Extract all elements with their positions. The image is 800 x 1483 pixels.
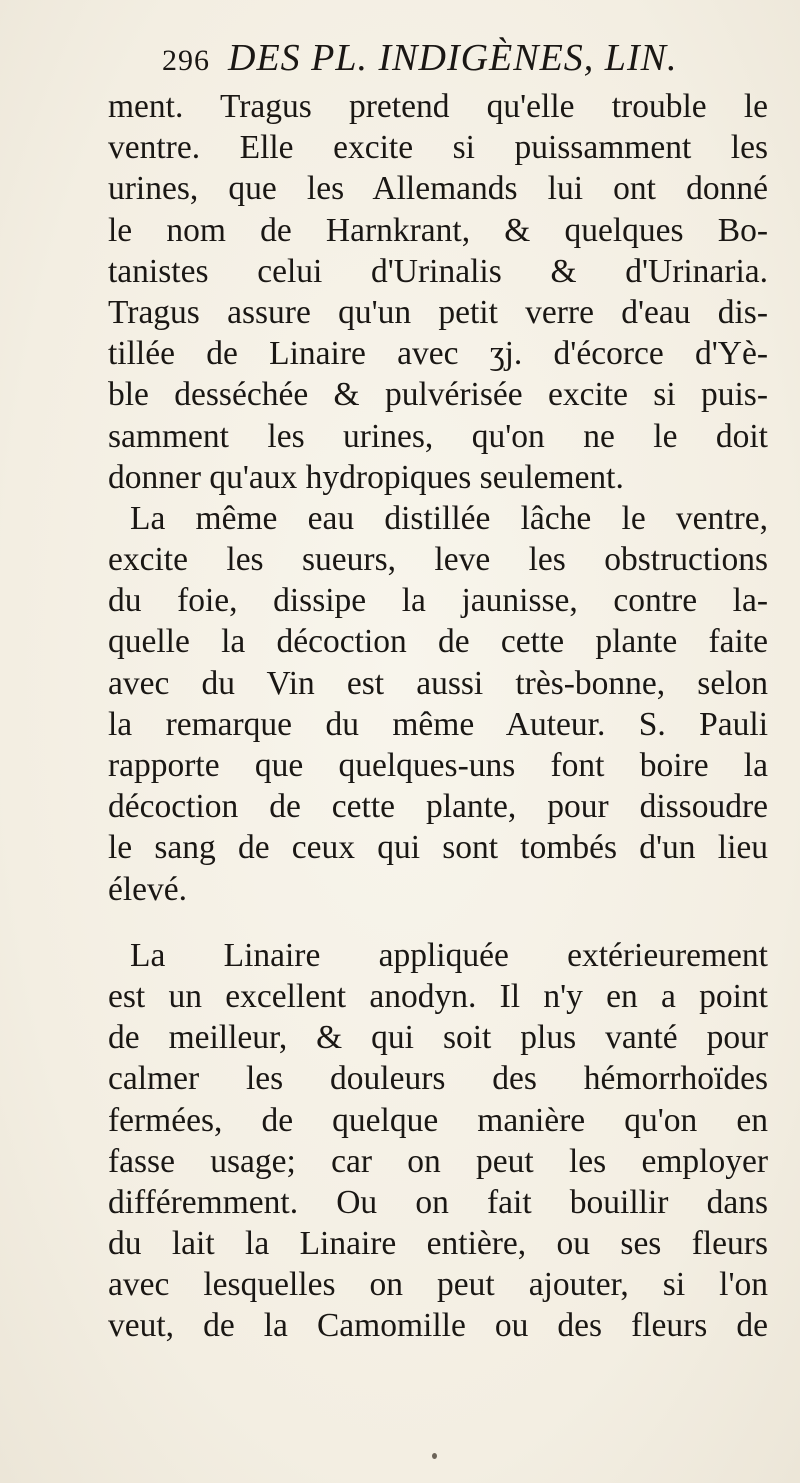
text-line: ventre. Elle excite si puissamment les <box>108 129 768 167</box>
text-line: fasse usage; car on peut les employer <box>108 1142 768 1180</box>
text-line: ment. Tragus pretend qu'elle trouble le <box>108 88 768 125</box>
text-line: veut, de la Camomille ou des fleurs de <box>108 1307 768 1345</box>
text-line: le nom de Harnkrant, & quelques Bo- <box>108 211 768 249</box>
text-line: le sang de ceux qui sont tombés d'un lieu <box>108 829 768 867</box>
text-line: excite les sueurs, leve les obstructions <box>108 541 768 579</box>
text-line: donner qu'aux hydropiques seulement. <box>108 458 624 496</box>
text-line: urines, que les Allemands lui ont donné <box>108 170 768 208</box>
text-line: tanistes celui d'Urinalis & d'Urinaria. <box>108 252 768 290</box>
text-line: La même eau distillée lâche le ventre, <box>130 499 768 537</box>
text-line: ble desséchée & pulvérisée excite si puis- <box>108 376 768 414</box>
text-line: du lait la Linaire entière, ou ses fleurs <box>108 1225 768 1263</box>
text-line: Tragus assure qu'un petit verre d'eau dis- <box>108 293 768 331</box>
text-line: est un excellent anodyn. Il n'y en a point <box>108 977 768 1015</box>
text-line: rapporte que quelques-uns font boire la <box>108 747 768 784</box>
text-line: fermées, de quelque manière qu'on en <box>108 1101 768 1139</box>
page-number: 296 <box>162 44 210 77</box>
text-line: calmer les douleurs des hémorrhoïdes <box>108 1060 768 1098</box>
text-line: du foie, dissipe la jaunisse, contre la- <box>108 582 768 620</box>
text-line: avec lesquelles on peut ajouter, si l'on <box>108 1266 768 1304</box>
text-line: tillée de Linaire avec ʒj. d'écorce d'Yè- <box>108 335 768 373</box>
text-line: décoction de cette plante, pour dissoudre <box>108 788 768 826</box>
running-header <box>162 36 722 82</box>
text-line: quelle la décoction de cette plante faite <box>108 623 768 661</box>
text-line: de meilleur, & qui soit plus vanté pour <box>108 1019 768 1057</box>
text-line: élevé. <box>108 870 188 908</box>
ink-speck <box>432 1453 437 1459</box>
running-title: DES PL. INDIGÈNES, LIN. <box>228 37 678 79</box>
text-line: différemment. Ou on fait bouillir dans <box>108 1183 768 1221</box>
text-line: samment les urines, qu'on ne le doit <box>108 417 768 455</box>
text-line: avec du Vin est aussi très-bonne, selon <box>108 664 768 702</box>
text-line: La Linaire appliquée extérieurement <box>130 936 768 974</box>
body-text <box>108 86 768 1347</box>
paragraph-gap <box>108 910 768 935</box>
text-line: la remarque du même Auteur. S. Pauli <box>108 705 768 743</box>
